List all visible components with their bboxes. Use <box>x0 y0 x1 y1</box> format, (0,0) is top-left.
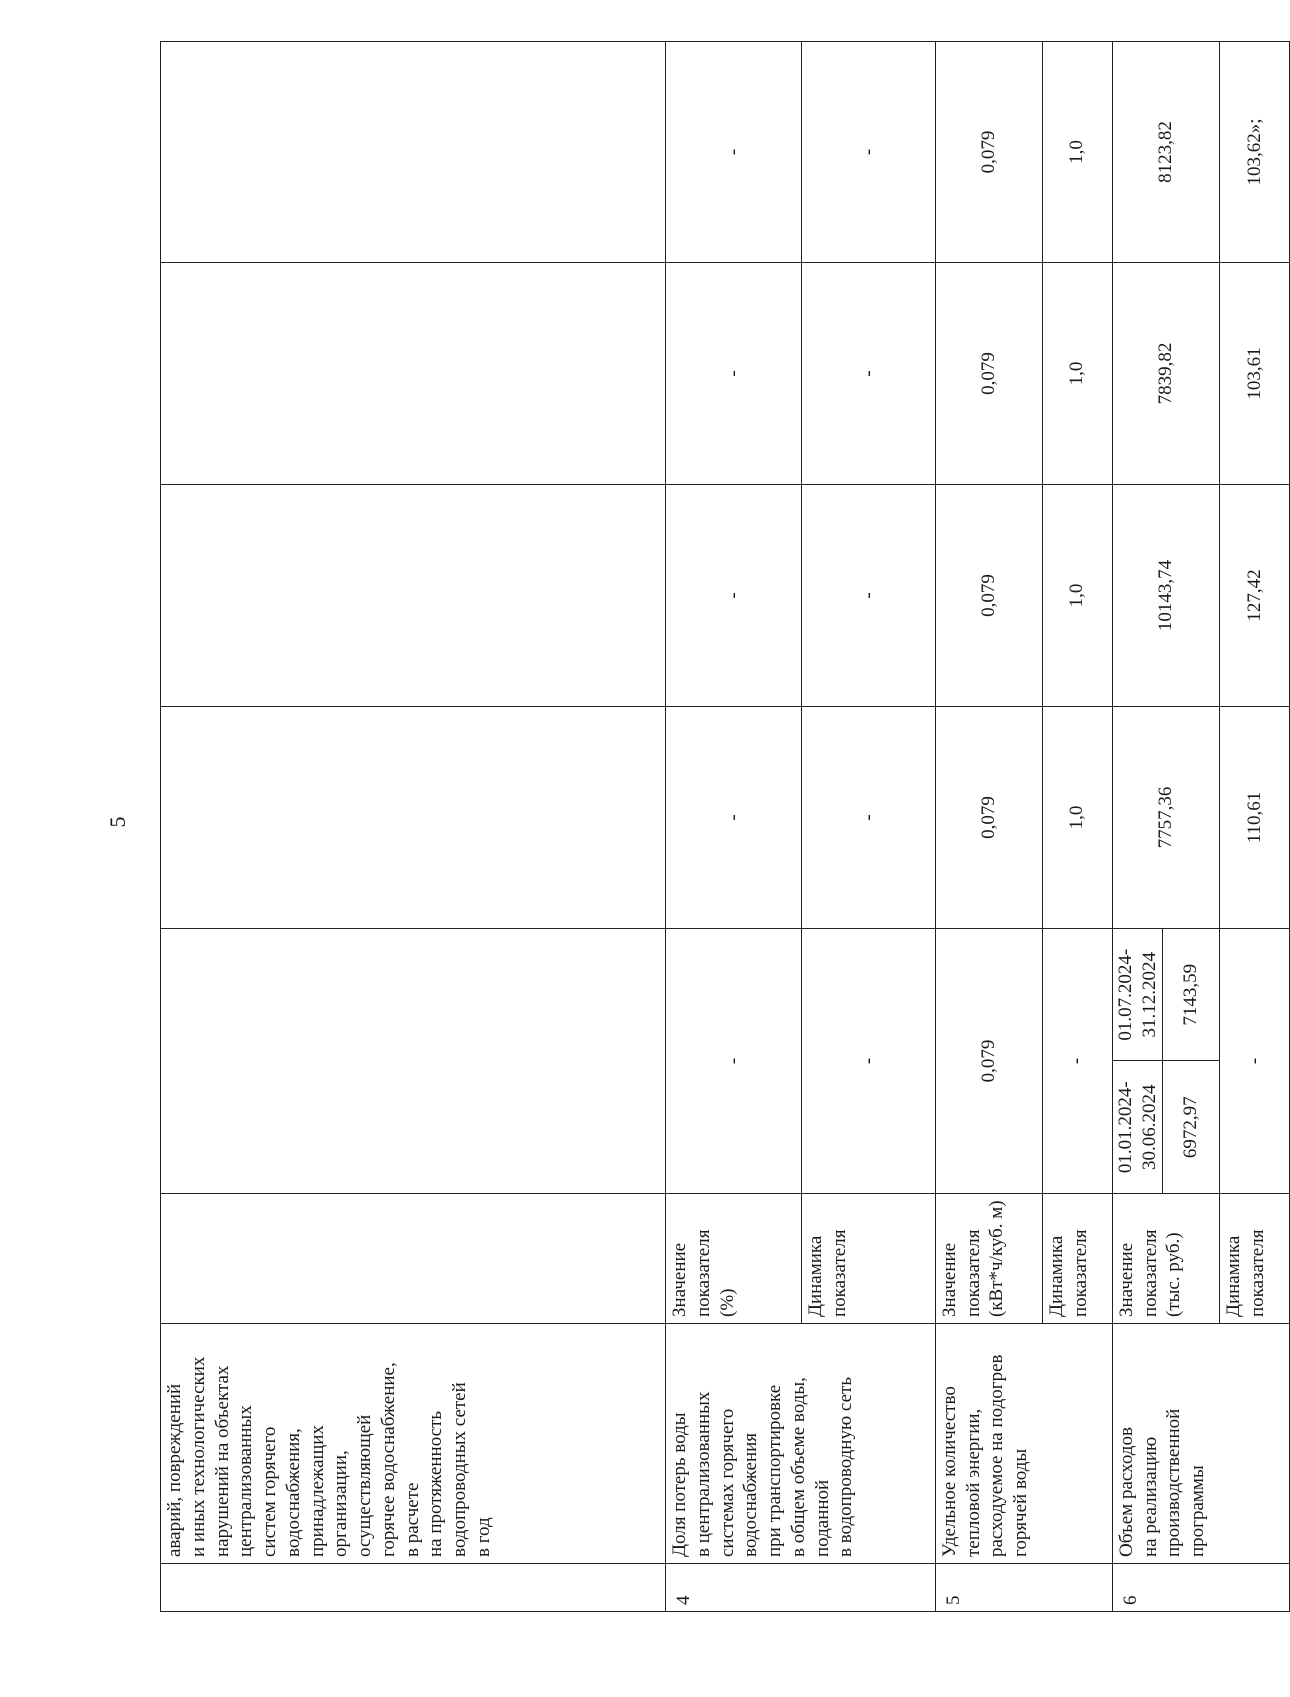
text-line: горячее водоснабжение, <box>377 1362 399 1557</box>
text-line: Удельное количество <box>938 1386 960 1557</box>
dynamics-label <box>1222 1200 1270 1317</box>
value-cell: 8123,82 <box>1112 42 1219 263</box>
value-label <box>938 1200 1009 1317</box>
dynamics-cell: 1,0 <box>1042 707 1112 929</box>
page-number: 5 <box>105 816 130 828</box>
text-line: показателя <box>962 1229 984 1317</box>
text-line: тепловой энергии, <box>962 1408 984 1557</box>
value-cell: 7839,82 <box>1112 263 1219 485</box>
value-cell: 7757,36 <box>1112 707 1219 929</box>
text-line: системах горячего <box>716 1408 738 1557</box>
indicator-name-cell <box>935 1324 1112 1564</box>
indicator-label-cell <box>1219 1194 1289 1324</box>
text-line: в общем объеме воды, <box>787 1377 809 1557</box>
dynamics-cell: - <box>802 42 936 263</box>
indicator-name-cell <box>1112 1324 1289 1564</box>
indicator-name <box>938 1330 1033 1557</box>
text-line: принадлежащих <box>306 1425 328 1557</box>
indicator-name <box>668 1330 858 1557</box>
empty-cell <box>161 707 666 929</box>
dynamics-cell: 127,42 <box>1219 485 1289 707</box>
text-line: на протяженность <box>425 1410 447 1557</box>
indicator-label-cell <box>666 1194 802 1324</box>
text-line: Динамика <box>1045 1235 1067 1317</box>
text-line: водопроводных сетей <box>449 1382 470 1557</box>
empty-cell <box>161 1194 666 1324</box>
text-line: при транспортировке <box>764 1384 786 1557</box>
row-number-cell: 6 <box>1112 1564 1289 1612</box>
period-1: 01.01.2024-30.06.2024 <box>1113 1061 1163 1193</box>
text-line: Доля потерь воды <box>669 1412 691 1557</box>
value-cell: - <box>666 707 802 929</box>
text-line: (кВт*ч/куб. м) <box>986 1200 1008 1317</box>
value-cell: 0,079 <box>935 485 1042 707</box>
indicator-name-cell <box>161 1324 666 1564</box>
table-row <box>1112 42 1219 1612</box>
dynamics-label <box>804 1200 852 1317</box>
dynamics-cell: - <box>802 929 936 1194</box>
dynamics-cell: 103,61 <box>1219 263 1289 485</box>
dynamics-cell: 110,61 <box>1219 707 1289 929</box>
text-line: (%) <box>716 1288 738 1317</box>
dynamics-cell: - <box>802 485 936 707</box>
row-number-cell: 4 <box>666 1564 936 1612</box>
table-row <box>666 42 802 1612</box>
period-1-value: 6972,97 <box>1163 1061 1219 1193</box>
empty-cell <box>161 485 666 707</box>
text-line: Значение <box>1115 1242 1137 1317</box>
value-cell: 0,079 <box>935 929 1042 1194</box>
text-line: в централизованных <box>692 1391 714 1557</box>
period-2: 01.07.2024-31.12.2024 <box>1113 929 1163 1061</box>
indicator-label-cell <box>1042 1194 1112 1324</box>
text-line: водоснабжения, <box>282 1428 304 1557</box>
dynamics-cell: 103,62»; <box>1219 42 1289 263</box>
period-subtable <box>1113 929 1219 1193</box>
value-label <box>668 1200 739 1317</box>
text-line: организации, <box>330 1450 352 1557</box>
empty-cell <box>161 929 666 1194</box>
text-line: аварий, повреждений <box>164 1383 185 1557</box>
value-cell: - <box>666 42 802 263</box>
text-line: Объем расходов <box>1115 1427 1137 1557</box>
row-number-cell: 5 <box>935 1564 1112 1612</box>
text-line: в год <box>472 1517 494 1557</box>
dynamics-label <box>1045 1200 1093 1317</box>
text-line: в водопроводную сеть <box>835 1377 857 1557</box>
dynamics-cell: 1,0 <box>1042 263 1112 485</box>
text-line: показателя <box>1069 1229 1091 1317</box>
empty-cell <box>161 263 666 485</box>
dynamics-cell: - <box>802 707 936 929</box>
value-cell: - <box>666 929 802 1194</box>
text-line: Значение <box>669 1242 691 1317</box>
indicator-label-cell <box>802 1194 936 1324</box>
value-cell: - <box>666 485 802 707</box>
indicator-name <box>1115 1330 1210 1557</box>
text-line: показателя <box>829 1229 851 1317</box>
text-line: осуществляющей <box>354 1414 375 1557</box>
text-line: водоснабжения <box>740 1432 762 1557</box>
indicator-label-cell <box>1112 1194 1219 1324</box>
text-line: централизованных <box>235 1405 257 1557</box>
value-cell: 10143,74 <box>1112 485 1219 707</box>
split-period-cell <box>1112 929 1219 1194</box>
indicator-table <box>160 41 1290 1612</box>
text-line: и иных технологических <box>187 1356 209 1557</box>
period-2-value: 7143,59 <box>1163 929 1219 1061</box>
indicator-name <box>163 1330 496 1557</box>
dynamics-cell: 1,0 <box>1042 485 1112 707</box>
value-cell: 0,079 <box>935 42 1042 263</box>
empty-cell <box>161 42 666 263</box>
dynamics-cell: 1,0 <box>1042 42 1112 263</box>
indicator-table-wrapper <box>160 42 1290 1612</box>
text-line: производственной <box>1163 1408 1185 1557</box>
text-line: нарушений на объектах <box>211 1365 233 1557</box>
text-line: поданной <box>811 1479 833 1557</box>
text-line: Динамика <box>805 1235 827 1317</box>
text-line: (тыс. руб.) <box>1163 1232 1185 1317</box>
text-line: горячей воды <box>1010 1448 1032 1557</box>
table-row <box>935 42 1042 1612</box>
text-line: Динамика <box>1222 1235 1244 1317</box>
dynamics-cell: - <box>1042 929 1112 1194</box>
dynamics-cell: - <box>802 263 936 485</box>
text-line: в расчете <box>401 1482 423 1557</box>
text-line: на реализацию <box>1139 1436 1161 1557</box>
text-line: показателя <box>692 1229 714 1317</box>
indicator-label-cell <box>935 1194 1042 1324</box>
text-line: программы <box>1187 1465 1209 1557</box>
text-line: показателя <box>1139 1229 1161 1317</box>
row-number-cell <box>161 1564 666 1612</box>
value-label <box>1115 1200 1186 1317</box>
text-line: систем горячего <box>259 1426 280 1557</box>
indicator-name-cell <box>666 1324 936 1564</box>
value-cell: 0,079 <box>935 263 1042 485</box>
value-cell: 0,079 <box>935 707 1042 929</box>
text-line: показателя <box>1246 1229 1268 1317</box>
text-line: Значение <box>938 1242 960 1317</box>
table-row <box>161 42 666 1612</box>
text-line: расходуемое на подогрев <box>986 1354 1008 1557</box>
dynamics-cell: - <box>1219 929 1289 1194</box>
value-cell: - <box>666 263 802 485</box>
